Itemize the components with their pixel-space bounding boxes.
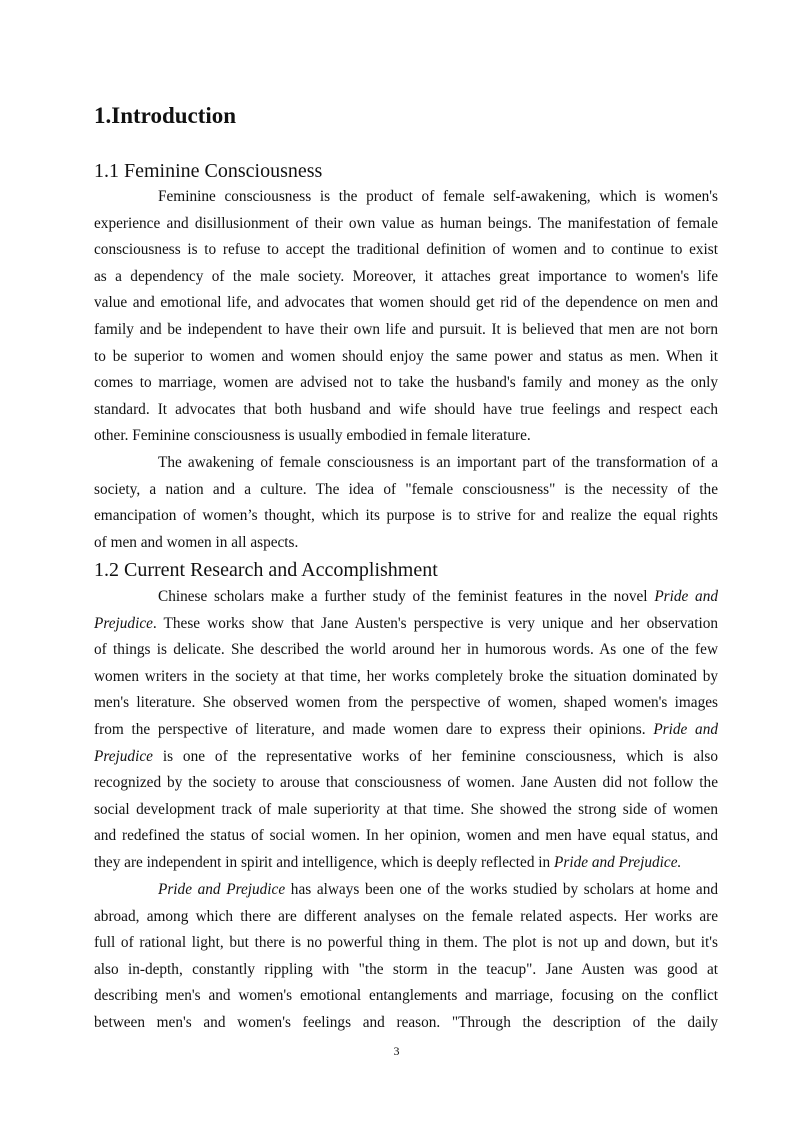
text-line: abroad, among which there are different analyses on the female related aspects. Her works are xyxy=(94,907,718,925)
chapter-heading: 1.Introduction xyxy=(94,103,237,128)
text-run: is one of the representative works of her feminine consciousness, which is also xyxy=(152,747,718,765)
text-line: also in-depth, constantly rippling with "the storm in the teacup". Jane Austen was good at xyxy=(94,960,718,978)
text-line: between men's and women's feelings and reason. "Through the description of the daily xyxy=(94,1013,718,1031)
text-line xyxy=(94,717,718,744)
text-line: of things is delicate. She described the world around her in humorous words. As one of the few xyxy=(94,641,718,659)
novel-title: Prejudice xyxy=(94,614,153,632)
text-run: from the perspective of literature, and made women dare to express their opinions. xyxy=(94,720,654,738)
text-line: describing men's and women's emotional entanglements and marriage, focusing on the conflict xyxy=(94,987,718,1005)
text-line: Feminine consciousness is the product of female self-awakening, which is women's xyxy=(158,188,718,205)
text-line: family and be independent to have their own life and pursuit. It is believed that men are not born xyxy=(94,320,718,338)
text-line: of men and women in all aspects. xyxy=(94,533,299,551)
text-line: men's literature. She observed women from the perspective of women, shaped women's images xyxy=(94,694,718,712)
paragraph-current-research-1 xyxy=(94,584,718,877)
novel-title: Pride and Prejudice. xyxy=(554,853,682,871)
text-line: as a dependency of the male society. Moreover, it attaches great importance to women's life xyxy=(94,267,718,285)
paragraph-feminine-consciousness-1 xyxy=(94,184,718,450)
text-line: other. Feminine consciousness is usually embodied in female literature. xyxy=(94,427,531,445)
text-line: consciousness is to refuse to accept the traditional definition of women and to continue to exist xyxy=(94,241,718,259)
text-line xyxy=(94,611,718,638)
novel-title: Pride and xyxy=(653,720,718,738)
text-line: to be superior to women and women should enjoy the same power and status as men. When it xyxy=(94,347,718,365)
text-line xyxy=(94,744,718,771)
text-run: they are independent in spirit and intelligence, which is deeply reflected in xyxy=(94,853,555,871)
text-run: has always been one of the works studied by scholars at home and xyxy=(285,881,718,898)
text-line: The awakening of female consciousness is an important part of the transformation of a xyxy=(158,454,718,471)
text-line xyxy=(94,877,718,904)
novel-title: Pride and xyxy=(654,588,718,605)
novel-title: Prejudice xyxy=(94,747,153,765)
paragraph-feminine-consciousness-2 xyxy=(94,450,718,556)
text-line: society, a nation and a culture. The idea of "female consciousness" is the necessity of the xyxy=(94,480,718,498)
text-line xyxy=(94,584,718,611)
text-run: Chinese scholars make a further study of the feminist features in the novel xyxy=(158,588,655,605)
text-line xyxy=(94,850,718,877)
section-title-feminine-consciousness: 1.1 Feminine Consciousness xyxy=(94,160,323,182)
text-line: standard. It advocates that both husband and wife should have true feelings and respect each xyxy=(94,400,718,418)
text-line: experience and disillusionment of their own value as human beings. The manifestation of female xyxy=(94,214,718,232)
text-line: comes to marriage, women are advised not to take the husband's family and money as the only xyxy=(94,374,718,392)
text-line: recognized by the society to arouse that consciousness of women. Jane Austen did not follow the xyxy=(94,774,718,792)
text-run: . These works show that Jane Austen's perspective is very unique and her observation xyxy=(152,614,718,632)
text-line: value and emotional life, and advocates that women should get rid of the dependence on men and xyxy=(94,294,718,312)
text-line: social development track of male superiority at that time. She showed the strong side of women xyxy=(94,800,718,818)
text-line: and redefined the status of social women. In her opinion, women and men have equal status, and xyxy=(94,827,718,845)
paragraph-current-research-2 xyxy=(94,877,718,1037)
text-line: full of rational light, but there is no powerful thing in them. The plot is not up and down, but it's xyxy=(94,934,718,952)
text-line: women writers in the society at that time, her works completely broke the situation dominated by xyxy=(94,667,718,685)
section-title-current-research: 1.2 Current Research and Accomplishment xyxy=(94,559,438,581)
text-line: emancipation of women’s thought, which its purpose is to strive for and realize the equal rights xyxy=(94,507,718,525)
novel-title: Pride and Prejudice xyxy=(158,881,286,898)
page-number: 3 xyxy=(393,1044,400,1058)
